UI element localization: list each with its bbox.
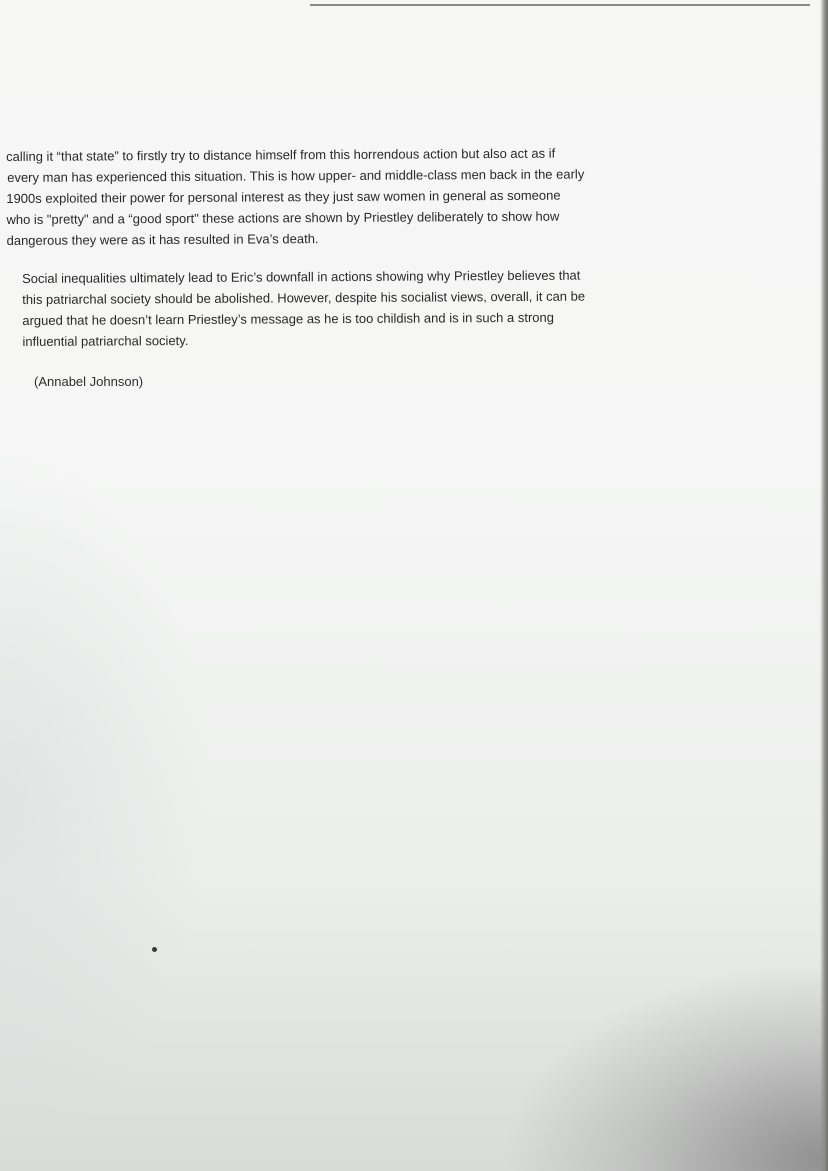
text-line: argued that he doesn’t learn Priestley’s message as he is too childish and is in such a strong [22,309,554,328]
text-line: dangerous they were as it has resulted in Eva’s death. [6,231,319,248]
text-line: this patriarchal society should be abolished. However, despite his socialist views, overall, it can be [22,288,586,307]
ink-mark [152,947,157,952]
page-right-shadow [820,0,828,1171]
text-line: who is "pretty" and a “good sport" these actions are shown by Priestley deliberately to show how [6,208,560,227]
text-line: 1900s exploited their power for personal interest as they just saw women in general as someone [6,187,561,206]
text-line: calling it “that state” to firstly try to distance himself from this horrendous action but also act as if [6,145,556,164]
essay-paragraph-2 [22,264,703,352]
author-signature: (Annabel Johnson) [34,374,144,389]
text-line: influential patriarchal society. [22,332,189,349]
text-line: every man has experienced this situation. This is how upper- and middle-class men back in the early [7,166,585,185]
page-top-edge-line [310,4,810,6]
text-line: Social inequalities ultimately lead to Eric’s downfall in actions showing why Priestley believes that [22,267,581,286]
essay-paragraph-1 [6,142,707,251]
